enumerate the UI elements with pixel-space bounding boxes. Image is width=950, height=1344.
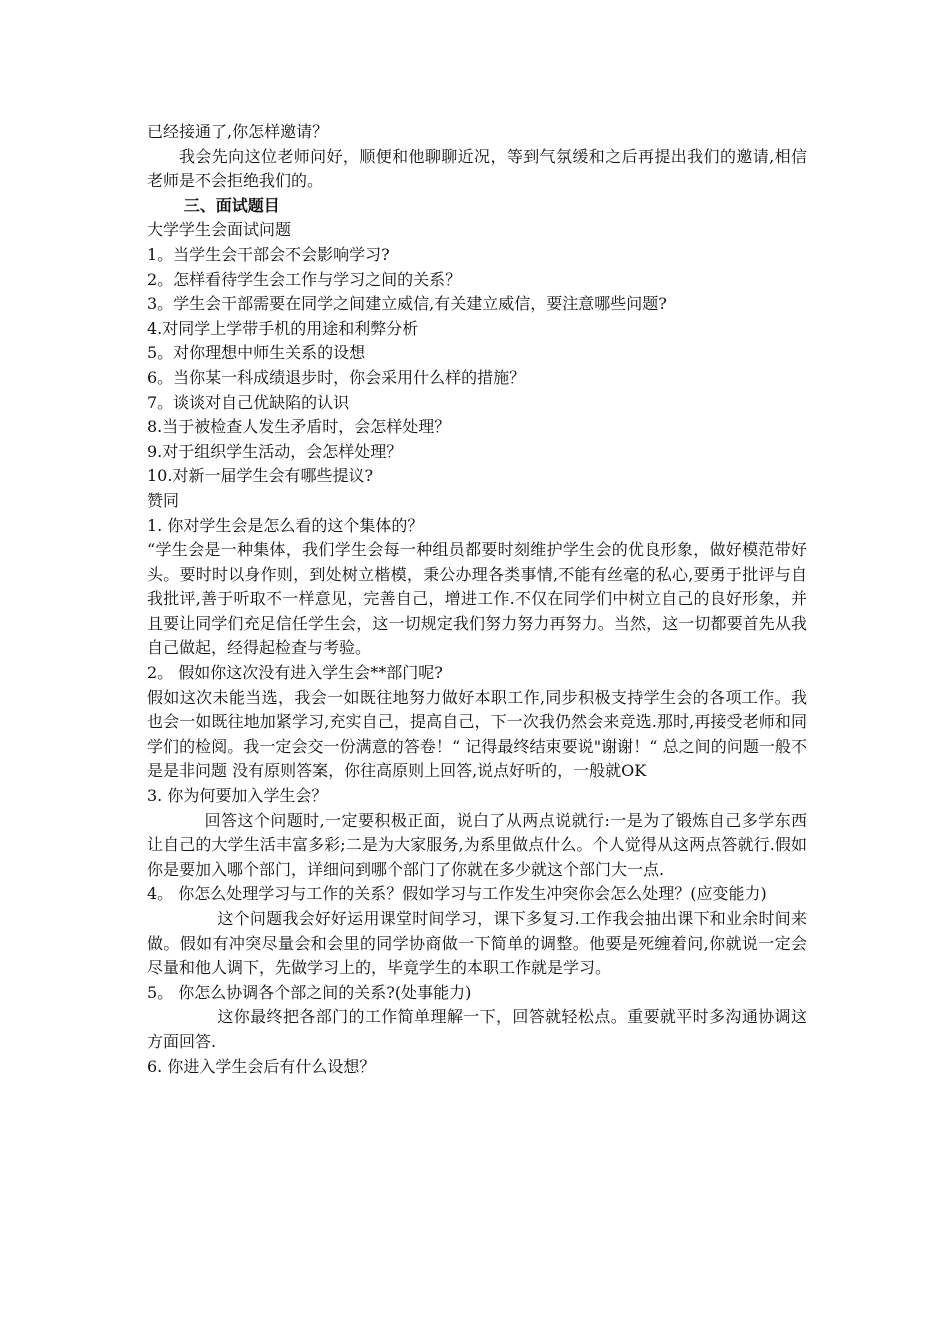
qa-answer: 这个问题我会好好运用课堂时间学习，课下多复习.工作我会抽出课下和业余时间来做。假如有冲突尽量会和会里的同学协商做一下简单的调整。他要是死缠着问,你就说一定会尽量和他人调下，先做学习上的，毕竟学生的本职工作就是学习。	[147, 909, 807, 978]
qa-answer: 回答这个问题时,一定要积极正面，说白了从两点说就行:一是为了锻炼自己多学东西让自己的大学生活丰富多彩;二是为大家服务,为系里做点什么。个人觉得从这两点答就行.假如你是要加入哪个部门，详细问到哪个部门了你就在多少就这个部门大一点.	[147, 810, 807, 879]
qa-answer: 这你最终把各部门的工作简单理解一下，回答就轻松点。重要就平时多沟通协调这方面回答.	[147, 1007, 807, 1051]
question-item: 7。谈谈对自己优缺陷的认识	[147, 392, 350, 412]
qa-question: 6. 你进入学生会后有什么设想？	[147, 1056, 376, 1076]
question-item: 10.对新一届学生会有哪些提议?	[147, 466, 374, 486]
question-item: 2。怎样看待学生会工作与学习之间的关系？	[147, 269, 462, 289]
qa-answer: “学生会是一种集体，我们学生会每一种组员都要时刻维护学生会的优良形象，做好模范带好头。要时时以身作则，到处树立楷模，秉公办理各类事情,不能有丝毫的私心,要勇于批评与自我批评,善于听取不一样意见，完善自己，增进工作.不仅在同学们中树立自己的良好形象，并且要让同学们充足信任学生会，这一切规定我们努力努力再努力。当然，这一切都要首先从我自己做起，经得起检查与考验。	[147, 540, 807, 658]
question-item: 5。对你理想中师生关系的设想	[147, 343, 366, 363]
intro-question-end: 已经接通了,你怎样邀请？	[147, 122, 329, 141]
question-item: 6。当你某一科成绩退步时，你会采用什么样的措施？	[147, 367, 526, 387]
qa-question: 4。 你怎么处理学习与工作的关系？假如学习与工作发生冲突你会怎么处理？(应变能力)	[147, 884, 767, 904]
intro-answer: 我会先向这位老师问好，顺便和他聊聊近况，等到气氛缓和之后再提出我们的邀请,相信老师是不会拒绝我们的。	[147, 146, 807, 191]
question-item: 8.当于被检查人发生矛盾时，会怎样处理？	[147, 417, 451, 437]
qa-question: 1. 你对学生会是怎么看的这个集体的？	[147, 515, 424, 535]
question-item: 3。学生会干部需要在同学之间建立威信,有关建立威信，要注意哪些问题?	[147, 294, 667, 314]
agree-label: 赞同	[147, 490, 180, 510]
document-body	[147, 120, 807, 1079]
question-item: 1。当学生会干部会不会影响学习?	[147, 244, 390, 264]
question-item: 4.对同学上学带手机的用途和利弊分析	[147, 318, 419, 338]
qa-question: 3. 你为何要加入学生会？	[147, 786, 328, 806]
qa-answer: 假如这次未能当选，我会一如既往地努力做好本职工作,同步积极支持学生会的各项工作。我也会一如既往地加紧学习,充实自己，提高自己，下一次我仍然会来竞选.那时,再接受老师和同学们的检阅。我一定会交一份满意的答卷！“ 记得最终结束要说"谢谢！“ 总之间的问题一般不是是非问题 没有原则答案，你往高原则上回答,说点好听的，一般就OK	[147, 687, 807, 781]
qa-question: 5。 你怎么协调各个部之间的关系?(处事能力)	[147, 982, 472, 1002]
question-item: 9.对于组织学生活动，会怎样处理？	[147, 441, 403, 461]
qa-question: 2。 假如你这次没有进入学生会**部门呢?	[147, 663, 443, 683]
list-title: 大学学生会面试问题	[147, 220, 292, 240]
section-heading: 三、面试题目	[183, 195, 280, 215]
